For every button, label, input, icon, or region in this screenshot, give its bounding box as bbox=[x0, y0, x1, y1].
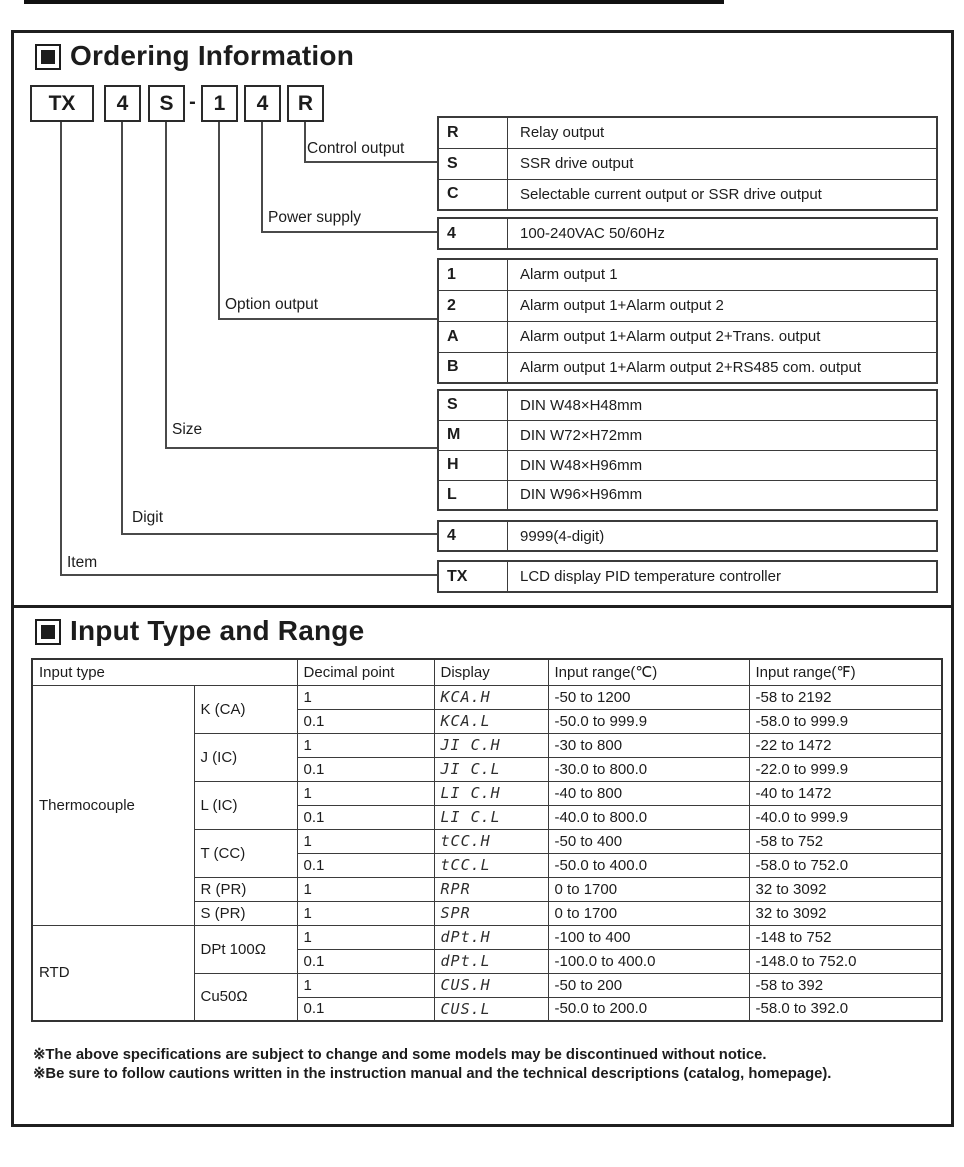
code-cell: 2 bbox=[438, 290, 508, 321]
footnote-line: ※Be sure to follow cautions written in the instruction manual and the technical descriptions (catalog, homepage). bbox=[33, 1065, 832, 1082]
range-c-cell: -50.0 to 400.0 bbox=[548, 853, 749, 877]
square-icon bbox=[41, 50, 55, 64]
desc-cell: SSR drive output bbox=[508, 148, 938, 179]
item-table bbox=[437, 560, 938, 593]
range-c-cell: -100.0 to 400.0 bbox=[548, 949, 749, 973]
range-c-cell: -50.0 to 999.9 bbox=[548, 709, 749, 733]
code-cell: B bbox=[438, 352, 508, 383]
desc-cell: 100-240VAC 50/60Hz bbox=[508, 218, 938, 249]
code-cell: M bbox=[438, 420, 508, 450]
connector-option-vline bbox=[218, 122, 220, 320]
table-row bbox=[438, 390, 937, 420]
decimal-cell: 1 bbox=[297, 973, 434, 997]
table-row bbox=[438, 179, 937, 210]
input-range-table bbox=[31, 658, 943, 1022]
range-f-cell: -40 to 1472 bbox=[749, 781, 942, 805]
range-f-cell: -58 to 392 bbox=[749, 973, 942, 997]
code-cell: 1 bbox=[438, 259, 508, 290]
range-f-cell: -58 to 752 bbox=[749, 829, 942, 853]
decimal-cell: 1 bbox=[297, 829, 434, 853]
range-c-cell: -30 to 800 bbox=[548, 733, 749, 757]
desc-cell: Alarm output 1+Alarm output 2+Trans. output bbox=[508, 321, 938, 352]
range-c-cell: -40 to 800 bbox=[548, 781, 749, 805]
display-code-cell: RPR bbox=[434, 877, 548, 901]
code-cell: 4 bbox=[438, 521, 508, 551]
decimal-cell: 0.1 bbox=[297, 757, 434, 781]
table-row bbox=[438, 290, 937, 321]
connector-control-hline bbox=[304, 161, 437, 163]
type-cell: Cu50Ω bbox=[194, 973, 297, 1021]
table-header-row bbox=[32, 659, 942, 685]
group-thermocouple-cell: Thermocouple bbox=[32, 685, 194, 925]
page-top-rule bbox=[24, 0, 724, 4]
table-row bbox=[438, 521, 937, 551]
display-code-cell: JI C.L bbox=[434, 757, 548, 781]
code-cell: H bbox=[438, 450, 508, 480]
model-code-box-item: TX bbox=[30, 85, 94, 122]
desc-cell: Alarm output 1+Alarm output 2+RS485 com. output bbox=[508, 352, 938, 383]
range-f-cell: -148 to 752 bbox=[749, 925, 942, 949]
range-f-cell: -148.0 to 752.0 bbox=[749, 949, 942, 973]
model-code-box-option: 1 bbox=[201, 85, 238, 122]
connector-power-vline bbox=[261, 122, 263, 233]
display-code-cell: tCC.H bbox=[434, 829, 548, 853]
decimal-cell: 1 bbox=[297, 877, 434, 901]
table-row bbox=[438, 321, 937, 352]
footnotes bbox=[33, 1046, 881, 1083]
display-code-cell: CUS.L bbox=[434, 997, 548, 1021]
table-row bbox=[438, 259, 937, 290]
range-c-cell: 0 to 1700 bbox=[548, 901, 749, 925]
table-row bbox=[438, 117, 937, 148]
code-cell: R bbox=[438, 117, 508, 148]
type-cell: R (PR) bbox=[194, 877, 297, 901]
code-cell: S bbox=[438, 390, 508, 420]
display-code-cell: SPR bbox=[434, 901, 548, 925]
display-code-cell: LI C.L bbox=[434, 805, 548, 829]
model-code-box-control: R bbox=[287, 85, 324, 122]
display-code-cell: JI C.H bbox=[434, 733, 548, 757]
desc-cell: DIN W72×H72mm bbox=[508, 420, 938, 450]
range-c-cell: -50 to 1200 bbox=[548, 685, 749, 709]
ordering-section-title: Ordering Information bbox=[70, 40, 354, 71]
section-marker-icon bbox=[35, 619, 61, 645]
table-row bbox=[438, 148, 937, 179]
connector-digit-hline bbox=[121, 533, 437, 535]
display-code-cell: KCA.H bbox=[434, 685, 548, 709]
decimal-cell: 0.1 bbox=[297, 853, 434, 877]
connector-control-vline bbox=[304, 122, 306, 163]
code-cell: TX bbox=[438, 561, 508, 592]
connector-digit-vline bbox=[121, 122, 123, 535]
input-section-title: Input Type and Range bbox=[70, 615, 365, 646]
range-f-cell: 32 to 3092 bbox=[749, 901, 942, 925]
power-supply-label: Power supply bbox=[268, 209, 362, 226]
decimal-cell: 1 bbox=[297, 925, 434, 949]
range-f-cell: -58.0 to 752.0 bbox=[749, 853, 942, 877]
type-cell: T (CC) bbox=[194, 829, 297, 877]
table-row bbox=[438, 420, 937, 450]
type-cell: S (PR) bbox=[194, 901, 297, 925]
code-cell: A bbox=[438, 321, 508, 352]
decimal-cell: 1 bbox=[297, 901, 434, 925]
size-table bbox=[437, 389, 938, 511]
desc-cell: Alarm output 1+Alarm output 2 bbox=[508, 290, 938, 321]
power-supply-table bbox=[437, 217, 938, 250]
range-f-cell: -58.0 to 999.9 bbox=[749, 709, 942, 733]
desc-cell: Relay output bbox=[508, 117, 938, 148]
display-code-cell: LI C.H bbox=[434, 781, 548, 805]
footnote-line: ※The above specifications are subject to change and some models may be discontinued without notice. bbox=[33, 1047, 767, 1063]
connector-power-hline bbox=[261, 231, 437, 233]
code-cell: S bbox=[438, 148, 508, 179]
table-row bbox=[32, 685, 942, 709]
code-cell: L bbox=[438, 480, 508, 510]
range-f-cell: -22.0 to 999.9 bbox=[749, 757, 942, 781]
decimal-cell: 1 bbox=[297, 781, 434, 805]
decimal-cell: 0.1 bbox=[297, 997, 434, 1021]
item-label: Item bbox=[67, 554, 98, 571]
size-label: Size bbox=[172, 421, 203, 438]
display-code-cell: dPt.H bbox=[434, 925, 548, 949]
header-display: Display bbox=[434, 659, 548, 685]
range-c-cell: -100 to 400 bbox=[548, 925, 749, 949]
desc-cell: DIN W48×H96mm bbox=[508, 450, 938, 480]
type-cell: K (CA) bbox=[194, 685, 297, 733]
display-code-cell: tCC.L bbox=[434, 853, 548, 877]
display-code-cell: KCA.L bbox=[434, 709, 548, 733]
desc-cell: DIN W48×H48mm bbox=[508, 390, 938, 420]
range-c-cell: 0 to 1700 bbox=[548, 877, 749, 901]
digit-table bbox=[437, 520, 938, 552]
option-output-label: Option output bbox=[225, 296, 319, 313]
digit-label: Digit bbox=[132, 509, 164, 526]
type-cell: J (IC) bbox=[194, 733, 297, 781]
table-row bbox=[32, 925, 942, 949]
control-output-table bbox=[437, 116, 938, 211]
square-icon bbox=[41, 625, 55, 639]
table-row bbox=[438, 561, 937, 592]
display-code-cell: dPt.L bbox=[434, 949, 548, 973]
decimal-cell: 0.1 bbox=[297, 949, 434, 973]
connector-item-vline bbox=[60, 122, 62, 576]
option-output-table bbox=[437, 258, 938, 384]
range-c-cell: -40.0 to 800.0 bbox=[548, 805, 749, 829]
code-cell: C bbox=[438, 179, 508, 210]
group-rtd-cell: RTD bbox=[32, 925, 194, 1021]
range-f-cell: -40.0 to 999.9 bbox=[749, 805, 942, 829]
desc-cell: 9999(4-digit) bbox=[508, 521, 938, 551]
desc-cell: Selectable current output or SSR drive output bbox=[508, 179, 938, 210]
desc-cell: LCD display PID temperature controller bbox=[508, 561, 938, 592]
decimal-cell: 1 bbox=[297, 733, 434, 757]
connector-item-hline bbox=[60, 574, 437, 576]
code-cell: 4 bbox=[438, 218, 508, 249]
model-code-box-digit: 4 bbox=[104, 85, 141, 122]
range-f-cell: -22 to 1472 bbox=[749, 733, 942, 757]
connector-option-hline bbox=[218, 318, 437, 320]
range-c-cell: -50 to 200 bbox=[548, 973, 749, 997]
model-code-separator: - bbox=[189, 91, 196, 113]
connector-size-hline bbox=[165, 447, 437, 449]
decimal-cell: 0.1 bbox=[297, 805, 434, 829]
range-f-cell: -58.0 to 392.0 bbox=[749, 997, 942, 1021]
desc-cell: Alarm output 1 bbox=[508, 259, 938, 290]
type-cell: DPt 100Ω bbox=[194, 925, 297, 973]
header-input-type: Input type bbox=[32, 659, 297, 685]
decimal-cell: 1 bbox=[297, 685, 434, 709]
table-row bbox=[438, 218, 937, 249]
range-c-cell: -30.0 to 800.0 bbox=[548, 757, 749, 781]
header-decimal-point: Decimal point bbox=[297, 659, 434, 685]
header-range-f: Input range(℉) bbox=[749, 659, 942, 685]
header-range-c: Input range(℃) bbox=[548, 659, 749, 685]
range-f-cell: 32 to 3092 bbox=[749, 877, 942, 901]
table-row bbox=[438, 480, 937, 510]
decimal-cell: 0.1 bbox=[297, 709, 434, 733]
connector-size-vline bbox=[165, 122, 167, 449]
range-c-cell: -50.0 to 200.0 bbox=[548, 997, 749, 1021]
section-marker-icon bbox=[35, 44, 61, 70]
table-row bbox=[438, 352, 937, 383]
desc-cell: DIN W96×H96mm bbox=[508, 480, 938, 510]
range-c-cell: -50 to 400 bbox=[548, 829, 749, 853]
table-row bbox=[438, 450, 937, 480]
display-code-cell: CUS.H bbox=[434, 973, 548, 997]
model-code-box-size: S bbox=[148, 85, 185, 122]
type-cell: L (IC) bbox=[194, 781, 297, 829]
range-f-cell: -58 to 2192 bbox=[749, 685, 942, 709]
model-code-box-power: 4 bbox=[244, 85, 281, 122]
control-output-label: Control output bbox=[307, 140, 405, 157]
